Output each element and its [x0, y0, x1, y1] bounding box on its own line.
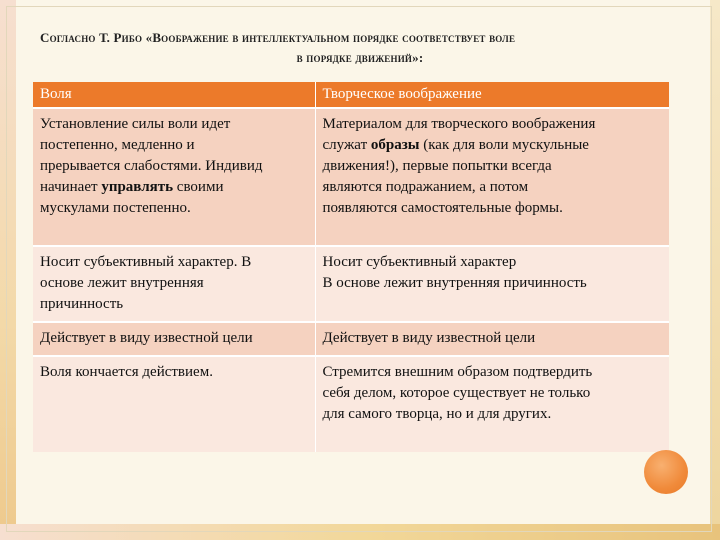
table-row [33, 356, 669, 452]
cell-line: Действует в виду известной цели [40, 330, 253, 346]
row2-will-cell [33, 246, 315, 322]
cell-line: причинность [40, 296, 124, 312]
cell-line: прерывается слабостями. Индивид [40, 158, 263, 174]
slide-title-line-2: в порядке движений»: [296, 50, 424, 65]
cell-text: своими [173, 179, 224, 195]
cell-line: постепенно, медленно и [40, 137, 195, 153]
row2-imagination-cell [315, 246, 669, 322]
row4-imagination-cell [315, 356, 669, 452]
cell-line: появляются самостоятельные формы. [322, 200, 563, 216]
cell-line: В основе лежит внутренняя причинность [322, 275, 587, 291]
slide-title [40, 28, 680, 68]
slide-title-line-1: Согласно Т. Рибо «Воображение в интеллектуальном порядке соответствует воле [40, 30, 516, 45]
table-row [33, 108, 669, 246]
header-creative-imagination: Творческое воображение [315, 82, 669, 108]
row1-imagination-cell [315, 108, 669, 246]
row1-will-cell [33, 108, 315, 246]
table-header-row [33, 82, 669, 108]
cell-line: себя делом, которое существует не только [322, 385, 591, 401]
cell-line: движения!), первые попытки всегда [322, 158, 552, 174]
cell-line: Стремится внешним образом подтвердить [322, 364, 593, 380]
cell-line: Материалом для творческого воображения [322, 116, 596, 132]
comparison-table [33, 82, 669, 452]
table-row [33, 322, 669, 356]
cell-line: основе лежит внутренняя [40, 275, 204, 291]
header-will: Воля [33, 82, 315, 108]
emphasis-text: управлять [101, 179, 174, 195]
cell-line: Воля кончается действием. [40, 364, 213, 380]
cell-line [323, 135, 663, 156]
cell-text: (как для воли мускульные [419, 137, 589, 153]
cell-line [40, 177, 308, 198]
row3-imagination-cell [315, 322, 669, 356]
emphasis-text: образы [370, 137, 420, 153]
table-row [33, 246, 669, 322]
cell-text: служат [322, 137, 371, 153]
orange-circle-decor [644, 450, 688, 494]
cell-line: для самого творца, но и для других. [322, 406, 552, 422]
cell-text: начинает [40, 179, 102, 195]
cell-line: Носит субъективный характер [322, 254, 517, 270]
cell-line: Носит субъективный характер. В [40, 254, 252, 270]
row3-will-cell [33, 322, 315, 356]
cell-line: мускулами постепенно. [40, 200, 191, 216]
cell-line: Действует в виду известной цели [322, 330, 536, 346]
cell-line: являются подражанием, а потом [322, 179, 529, 195]
cell-line: Установление силы воли идет [40, 116, 231, 132]
row4-will-cell [33, 356, 315, 452]
